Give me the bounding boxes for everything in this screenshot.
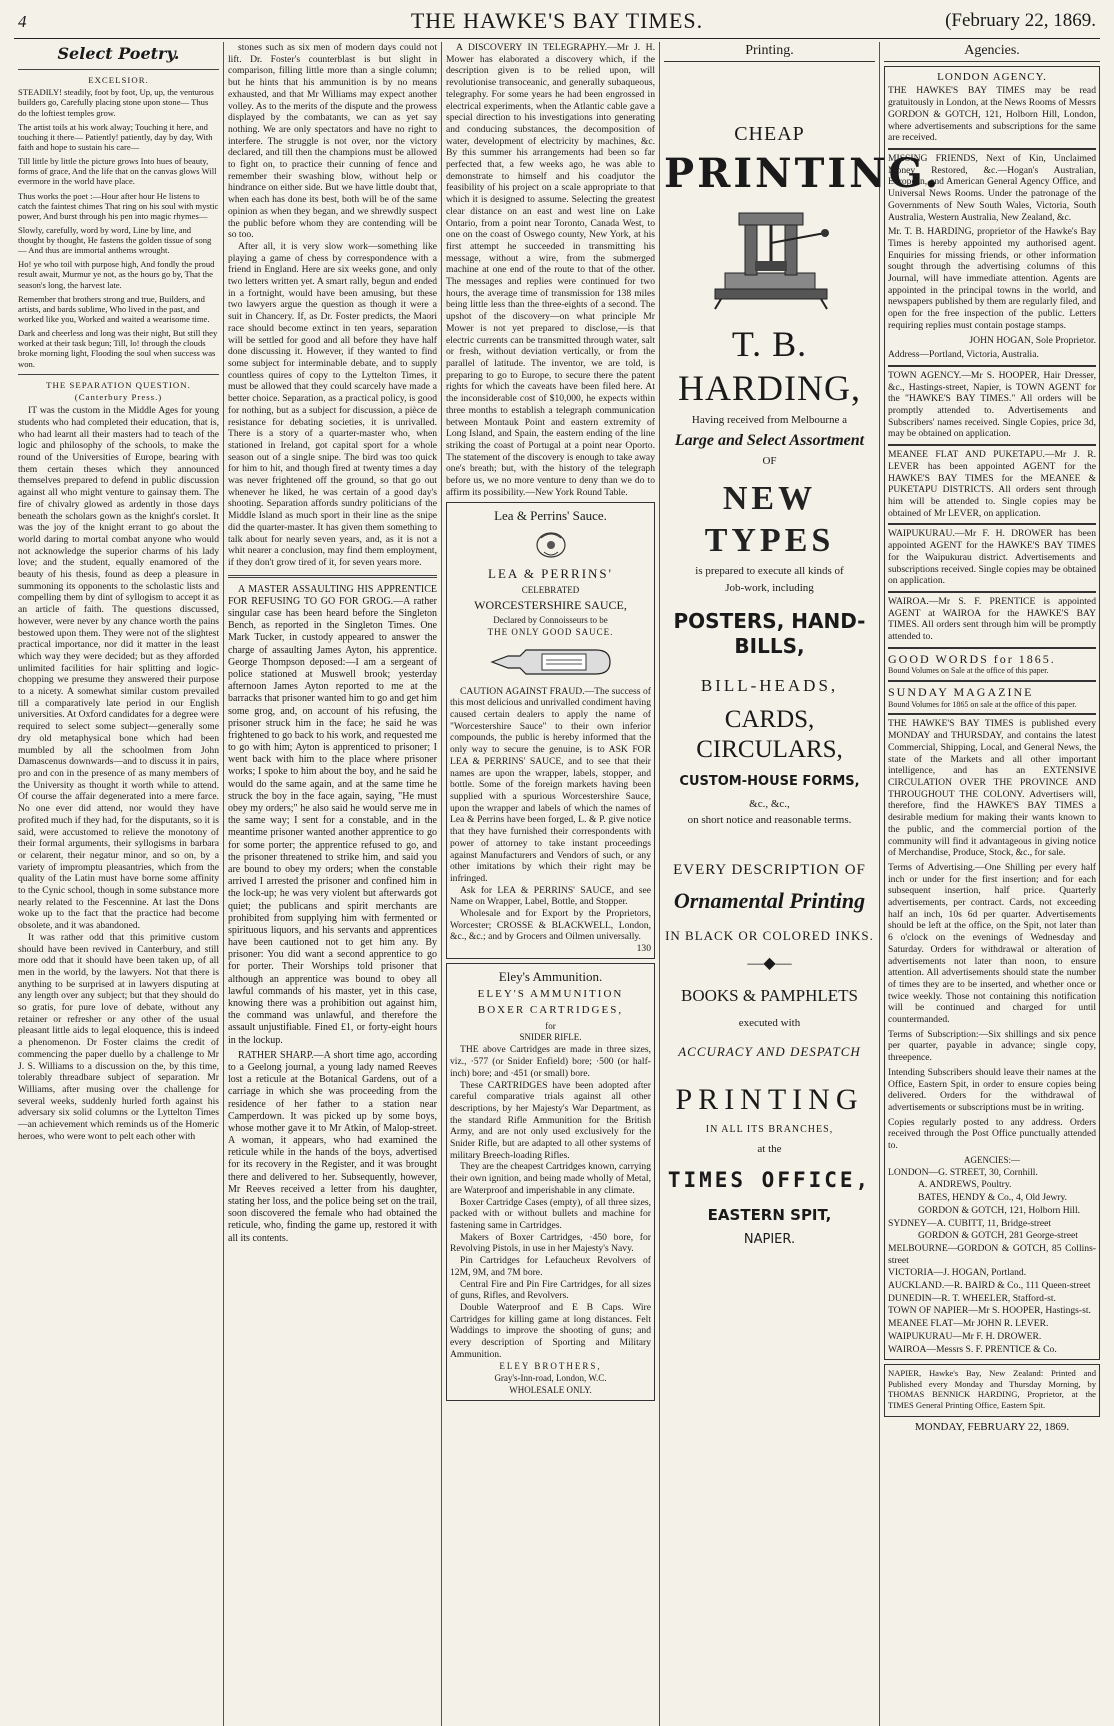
ad-line: Declared by Connoisseurs to be: [493, 614, 608, 625]
ad-text: Mr. T. B. HARDING, proprietor of the Hawke's Bay Times is hereby appointed my authorised agent. Enquiries for missing friends, or other information sought through the advertising columns of this Journal, will have immediate attention. Agents are appointed in the principal towns in the world, and newspapers published by them are regularly filed, and open for the free inspection of the public. Letters requiring replies must contain postage stamps.: [888, 226, 1096, 331]
poem-stanza: Ho! ye who toil with purpose high, And fondly the proud result await, Murmur ye not, as the hours go by, That the season's long, the harvest late.: [18, 259, 215, 290]
list-item: AUCKLAND.—R. BAIRD & Co., 111 Queen-street: [888, 1280, 1091, 1292]
ad-heading: Eley's Ammunition.: [498, 968, 603, 984]
ad-text: Terms of Advertising.—One Shilling per every half inch or under for the first insertion; and for each subsequent insertion, half price. Quarterly advertisements, per contract. Cards, not exceeding half an inch, 10s 6d per quarter. Advertisements should be left at the office, on the Spit, not later than 6 o'clock on the evenings of Wednesday and Saturday. Orders for withdrawal or alteration of advertisements not later than noon, to ensure attention. All advertisements should state the number of times they are to be inserted, and whether once or twice weekly. Those not containing this notification will be continued and charged for until countermanded.: [888, 861, 1096, 1026]
ad-line: ELEY'S AMMUNITION: [477, 987, 624, 1000]
ad-text: Terms of Subscription:—Six shillings and six pence per quarter, payable in advance; single copy, threepence.: [888, 1028, 1096, 1064]
ad-text: MISSING FRIENDS, Next of Kin, Unclaimed Money Restored, &c.—Hogan's Australian, European, and American General Agency Office, and Universal News Rooms. Under the patronage of the Governments of New South Wales, Victoria, South Australia, Western Australia, New Zealand, &c.: [888, 148, 1096, 223]
london-agency: [884, 66, 1100, 1360]
ad-title: GOOD WORDS for 1865.: [888, 651, 1056, 666]
list-item: WAIPUKURAU—Mr F. H. DROWER.: [888, 1330, 1042, 1342]
page-number: 4: [18, 12, 27, 31]
ad-text: Bound Volumes on Sale at the office of this paper.: [888, 666, 1049, 676]
ad-heading: LONDON AGENCY.: [937, 71, 1047, 84]
good-words-ad: [888, 647, 1096, 676]
ad-line: WHOLESALE ONLY.: [509, 1385, 592, 1396]
ad-brand: LEA & PERRINS': [488, 566, 613, 582]
poem-stanza: STEADILY! steadily, foot by foot, Up, up, the venturous builders go, Carefully placing stone upon stone— Thus do the loftiest temples grow.: [18, 87, 214, 118]
crest-icon: [450, 528, 651, 562]
poetry-heading: Select Poetry.: [57, 44, 180, 63]
ad-text: WAIPUKURAU.—Mr F. H. DROWER has been appointed AGENT for the HAWKE'S BAY TIMES for the Waipukurau district. Advertisements and subscriptions received. Single copies may be obtained on application.: [888, 523, 1096, 587]
article-title: A MASTER ASSAULTING HIS APPRENTICE FOR REFUSING TO GO FOR GROG.: [228, 583, 437, 607]
list-item: SYDNEY—A. CUBITT, 11, Bridge-street: [888, 1217, 1052, 1229]
agencies-title: AGENCIES:—: [964, 1154, 1020, 1165]
list-item: BATES, HENDY & Co., 4, Old Jewry.: [918, 1192, 1068, 1204]
ad-line: CARDS, CIRCULARS,: [696, 705, 843, 764]
ad-line: Ornamental Printing: [673, 887, 866, 913]
ad-text: Boxer Cartridge Cases (empty), of all three sizes, packed with or without bullets and machine for fastening same in Cartridges.: [450, 1196, 651, 1231]
list-item: DUNEDIN—R. T. WHEELER, Stafford-st.: [888, 1292, 1056, 1304]
ad-line: ELEY BROTHERS,: [499, 1361, 602, 1372]
article-body: —Mr J. H. Mower has elaborated a discovery which, if the description given is to be relied upon, will revolutionise transoceanic, and generally subaqueous, telegraphy. For some years he had been engrossed in electrical experiments, when the Atlantic cable gave a special direction to his investigations into generating and conducing substances, the decomposition of water, development of electricity by machines, &c. By this summer his arrangements had been so far perfected that, a few weeks ago, he was able to demonstrate to himself and his coadjutor the feasibility of his project on a scale appropriate to that which it is designed to assume. Selecting the greatest clear distance on an east and west line on Lake Ontario, from a point near Toronto, Canada West, to one on the coast of Oswego county, New York, at his first attempt he succeeded in transmitting his message, without a wire, from the submerged machine at one end of the route to that of the other. The messages and replies were continued for two hours, the average time of transmission for 138 miles being little less than the three-eights of a second. The upshot of the discovery—on what principle Mr Mower is not yet prepared to disclose,—is that electric currents can be transmitted through water, salt or fresh, without deviation vertically, or from the parallel of latitude. The inventor, we are told, is preparing to go to Europe, to secure there the patent rights for which the caveats have been filed here. At the inconsiderable cost of $10,000, he expects within three months to establish a telegraph communication between Montauk Point and eastern extremity of Long Island, and Spain, the eastern ending of the line striking the coast of Portugal at a point near Oporto. The statement of the discovery is enough to take away one's breath; but, with the history of the telegraph before us, we no more venture to deny than we do to affirm its possibility.—New York Round Table.: [446, 42, 656, 498]
ad-line: THE ONLY GOOD SAUCE.: [487, 626, 614, 637]
masthead: [14, 4, 1100, 39]
poem: [18, 87, 219, 369]
poem-stanza: Thus works the poet :—Hour after hour He listens to catch the faintest chimes That ring on his soul with mystic power, And burst through his pen into magic rhymes—: [18, 190, 219, 221]
divider: [18, 69, 219, 70]
article-body: —A rather singular case has been heard before the Singleton Bench, as reported in the Singleton Times. One Mark Tucker, in custody appeared to answer the charge of assaulting James Ayton, his apprentice. George Thompson deposed:—I am a sergeant of police stationed at Muswell brook; yesterday afternoon James Ayton reported to me at the barracks that prisoner wanted him to go and get him some grog, and, on account of his refusing, the prisoner struck him in the face; he said he was frightened to go back to his work, and requested me to go with him; Ayton is apprenticed to prisoner; I went back with him to the place where prisoner works; I spoke to him about the boy, and he said he would do the same again, and at the same time he struck the boy in the face again, saying, "He must obey my orders;" he also said he would serve me in the same way; I sent for a constable, and in the meantime prisoner wanted another apprentice to go for some porter; the apprentice refused to go, and the prisoner threatened to strike him, and said you are bound to obey my orders; when the constable arrived I arrested the prisoner and confined him in the lock-up; he was very violent but afterwards got quiet; the publicans and spirit merchants are prohibited from supplying him with fermented or spirituous liquors, and his servants and apprentices have been cautioned not to get him any. By prisoner: You did want a second apprentice to go for porter. Their Worships told prisoner that although an apprentice was bound to obey all lawful commands of his master, yet in this case, knowing there was a prohibition out against him, the command was unlawful, and therefore the assault unjustifiable. Fined £1, or forty-eight hours in the lockup.: [228, 595, 437, 1046]
column-heading: Agencies.: [884, 42, 1100, 62]
poem-title: EXCELSIOR.: [88, 74, 149, 85]
ad-text: CAUTION AGAINST FRAUD.—The success of this most delicious and unrivalled condiment having caused certain dealers to apply the name of "Worcestershire Sauce" to their own inferior compounds, the public is hereby informed that the only way to secure the genuine, is to ASK FOR LEA & PERRINS' SAUCE, and to see that their names are upon the wrapper, labels, stopper, and bottle. Some of the foreign markets having been supplied with a spurious Worcestershire Sauce, upon the wrapper and labels of which the names of Lea & Perrins have been forged, L. & P. give notice that they have furnished their correspondents with power of attorney to take instant proceedings against Manufacturers and Vendors of such, or any other imitations by which their right may be infringed.: [450, 685, 651, 884]
ad-printing: PRINTING.: [664, 150, 942, 198]
list-item: VICTORIA—J. HOGAN, Portland.: [888, 1267, 1027, 1279]
ad-line: SNIDER RIFLE.: [519, 1032, 582, 1043]
ad-line: BOOKS & PAMPHLETS: [681, 985, 858, 1005]
ad-line: Having received from Melbourne a: [691, 414, 848, 427]
ad-text: Address—Portland, Victoria, Australia.: [888, 349, 1039, 361]
ad-line: NAPIER.: [743, 1231, 796, 1247]
ad-text: Central Fire and Pin Fire Cartridges, for all sizes of guns, Rifles, and Revolvers.: [450, 1278, 651, 1302]
footer-date: MONDAY, FEBRUARY 22, 1869.: [914, 1421, 1070, 1434]
article-title: THE SEPARATION QUESTION.: [46, 379, 191, 390]
ad-product: WORCESTERSHIRE SAUCE,: [474, 598, 627, 613]
ad-text: These CARTRIDGES have been adopted after careful comparative trials against all other descriptions, by her Majesty's War Department, as the standard Rifle Ammunition for the British Army, and are not only used exclusively for the Snider Rifle, but are adapted to all other systems of military Breech-loading Rifles.: [450, 1079, 651, 1161]
article-paragraph: stones such as six men of modern days could not lift. Dr. Foster's counterblast is but slight in comparison, filling little more than a single column; but he hints that his ammunition is by no means exhausted, and that Mr Williams may expect another volley. As to the merits of the dispute and the prowess displayed by the combatants, we can as yet say nothing. We are only spectators and have no right to interfere. The struggle is not over, nor the victory declared, and till then the champions must be allowed to fight on, to practice their cunning of fence and remember their swashing blow, without help or hindrance on either side. But we have little doubt that, when each has done its best, both will be of the same opinion as when they began, and we shrewdly suspect the public before whom they are contending will be so too.: [228, 42, 437, 241]
ad-line: EASTERN SPIT,: [707, 1205, 832, 1224]
ad-text: Copies regularly posted to any address. Orders received through the Post Office punctually attended to.: [888, 1116, 1096, 1152]
ad-text: Double Waterproof and E B Caps. Wire Cartridges for killing game at long distances. Felt Waddings to improve the shooting of guns; and every description of Sporting and Military Ammunition.: [450, 1301, 651, 1360]
list-item: MELBOURNE—GORDON & GOTCH, 85 Collins-street: [888, 1242, 1096, 1266]
article-paragraph: IT was the custom in the Middle Ages for young students who had completed their education, that is, who had learnt all their masters had to teach of the logic and philosophy of the schools, to make the round of the Universities of Europe, bearing with them certain theses which they announced themselves prepared to defend in public discussion against all who might venture to gainsay them. The fire of chivalry glowed as ardently in those days beneath the scholars gown as the knight's corslet. It was the joy of the knight errant to go about the world daring to mortal combat anyone who would not acknowledge the superior charms of his lady love; and the student, equally enamored of the beauty of his thesis, found as deep a pleasure in summoning its opponents to the scholastic lists and compelling them by dint of syllogism to accept it as an article of faith. The questions discussed, however, were never by any chance worth the pains bestowed upon them. They were not of the slightest practical importance, nor did it matter in the least which way they were decided; but as they afforded unlimited facilities for hair splitting and logic-chopping we presume they answered their purpose to a nicety. A somewhat similar custom prevailed till a comparatively late period in our English universities. At Oxford candidates for a degree were required to select some subject—generally some dry old metaphysical bone which had been mumbled by all the schoolmen from John Damascenus downwards—and to discuss it in pairs, pro and con in the presence of as many members of the University as thought it worth while to attend. Of course the affair degenerated into a mere farce. No one ever did attend, nor would they have profited much if they had, for the disputants, so it is said, were accustomed to relieve the monotony of their formal arguments, their syllogisms in barbara or celarent, their negatur minor, and so on, by a variety of impromptu pleasantries, which from the quality of the Latin must have borne some affinity to the Cynic school, though in some substance more nearly related to the Fescennine. At last the Dons woke up to the fact that the practice had become obsolete, and it was abandoned.: [18, 405, 219, 932]
divider: [228, 575, 437, 578]
ad-text: Pin Cartridges for Lefaucheux Revolvers of 12M, 9M, and 7M bore.: [450, 1255, 651, 1278]
ad-heading: Lea & Perrins' Sauce.: [494, 508, 607, 524]
bottle-icon: [450, 642, 651, 682]
ad-line: at the: [757, 1142, 782, 1155]
ad-text: TOWN AGENCY.—Mr S. HOOPER, Hair Dresser, &c., Hastings-street, Napier, is TOWN AGENT for the "HAWKE'S BAY TIMES." All orders will be promptly attended to. Advertisements and Subscribers' names received. Single Copies, price 3d, may be obtained on application.: [888, 365, 1096, 440]
article-apprentice: [228, 584, 437, 1047]
ad-signature: JOHN HOGAN, Sole Proprietor.: [969, 334, 1096, 346]
list-item: LONDON—G. STREET, 30, Cornhill.: [888, 1166, 1038, 1178]
ornament-divider-icon: —◆—: [747, 955, 792, 973]
ad-line: CUSTOM-HOUSE FORMS,: [679, 773, 860, 789]
ad-line: TIMES OFFICE,: [667, 1168, 872, 1193]
ad-line: CHEAP: [734, 123, 805, 146]
poem-stanza: Till little by little the picture grows Into hues of beauty, forms of grace, And the life that on the canvas glows Will evermore in the world have place.: [18, 156, 217, 187]
ad-line: CELEBRATED: [521, 585, 580, 596]
ad-text: Wholesale and for Export by the Proprietors, Worcester; CROSSE & BLACKWELL, London, &c., &c.; and by Grocers and Oilmen universally.: [450, 908, 651, 943]
article-title: RATHER SHARP.: [238, 1049, 314, 1061]
ad-line: IN BLACK OR COLORED INKS.: [665, 928, 874, 944]
list-item: TOWN OF NAPIER—Mr S. HOOPER, Hastings-st.: [888, 1305, 1091, 1317]
list-item: GORDON & GOTCH, 121, Holborn Hill.: [918, 1204, 1081, 1216]
ad-line: BOXER CARTRIDGES,: [477, 1004, 624, 1017]
ad-line: ACCURACY AND DESPATCH: [678, 1043, 861, 1059]
ad-line: EVERY DESCRIPTION OF: [673, 862, 866, 879]
ad-new-types: NEW TYPES: [704, 480, 835, 559]
ad-text: WAIROA.—Mr S. F. PRENTICE is appointed AGENT at WAIROA for the HAWKE'S BAY TIMES. All orders sent through him will be promptly attended to.: [888, 591, 1096, 643]
ad-line: Gray's-Inn-road, London, W.C.: [494, 1373, 607, 1384]
ad-line: &c., &c.,: [749, 797, 790, 810]
article-telegraphy: [446, 42, 655, 498]
ad-ref: 130: [636, 943, 651, 955]
ad-text: Ask for LEA & PERRINS' SAUCE, and see Name on Wrapper, Label, Bottle, and Stopper.: [450, 884, 651, 908]
lea-perrins-ad: [446, 502, 655, 958]
ad-line: for: [545, 1020, 556, 1031]
ad-text: THE HAWKE'S BAY TIMES may be read gratuitously in London, at the News Rooms of Messrs GORDON & GOTCH, 121, Holborn Hill, London, where advertisements and subscriptions for the same are received.: [888, 85, 1096, 144]
poem-stanza: Slowly, carefully, word by word, Line by line, and thought by thought, He fastens the golden tissue of song— And thus are immortal anthems wrought.: [18, 224, 212, 256]
ad-line: on short notice and reasonable terms.: [687, 813, 852, 826]
article-title: A DISCOVERY IN TELEGRAPHY.: [456, 42, 608, 53]
ad-line: BILL-HEADS,: [700, 675, 839, 695]
ad-line: executed with: [738, 1016, 801, 1029]
ad-text: Bound Volumes for 1865 on sale at the office of this paper.: [888, 699, 1077, 709]
ad-title: SUNDAY MAGAZINE: [888, 685, 1034, 700]
article-paragraph: After all, it is very slow work—something like playing a game of chess by correspondence with a friend in England. Here are six weeks gone, and only two letters written yet. A smart rally, begun and ended in a fortnight, would have been amusing, but these two lawyers argue the question as though it were a suit in Chancery. If, as Dr. Foster predicts, the Maori race should become extinct in ten years, separation will be settled for good and all before they have half done discussing it. However, if they wanted to find some subject for interminable debate, and to supply countless quires of copy to the Lyttelton Times, it must be allowed that they could scarcely have made a better choice. Separation, as a practical policy, is good for nothing, but as a subject for discussion, a pièce de resistance for debating societies, it is unrivalled. There is a story of a quarter-master who, when stationed in Ireland, got capital sport for a whole season out of a single snipe. The bird was too quick for him to hit, and though fired at twenty times a day was never frightened off the ground, so that go out whenever he liked, he was certain of a good day's shooting. Separation affords sundry politicians of the Middle Island as much sport in their line as the snipe did the quarter-master. It has given them something to talk about for nearly seven years, and, as it is not a whit nearer a conclusion, may find them employment, if they don't grow tired of it, for seven years more.: [228, 240, 437, 568]
ad-text: MEANEE FLAT AND PUKETAPU.—Mr J. R. LEVER has been appointed AGENT for the HAWKE'S BAY TIMES for the MEANEE & PUKETAPU DISTRICTS. All orders sent through him will be attended to. Single copies may be obtained of Mr LEVER, on application.: [888, 444, 1096, 519]
list-item: A. ANDREWS, Poultry.: [918, 1179, 1012, 1191]
ad-line: Job-work, including: [725, 581, 814, 594]
ad-name: T. B. HARDING,: [678, 324, 861, 409]
article-paragraph: It was rather odd that this primitive custom should have been revived in Canterbury, and still more odd that it should have been taken up, of all men in the world, by the lawyers. Not that there is anything to be surprised at in lawyers disputing at any length over any subject; but that they should do so gratis, for pure love of debate, without any retainer or refresher or any other of the usual pleasant little aids to legal eloquence, this is indeed a phenomenon. Dr Foster claims the credit of commencing the paper duello by a challenge to Mr J. S. Williams to a discussion on the, by this time, tolerably threadbare subject of separation. Mr Williams, after musing over the challenge for several weeks, suddenly hurled forth against his adversary six solid columns or the Lyttelton Times—an achievement which reminds us of the Homeric heroes, who were wont to pelt each other with: [18, 931, 219, 1142]
divider: [18, 374, 219, 375]
list-item: WAIROA—Messrs S. F. PRENTICE & Co.: [888, 1343, 1057, 1355]
list-item: MEANEE FLAT—Mr JOHN R. LEVER.: [888, 1318, 1049, 1330]
ad-text: THE above Cartridges are made in three sizes, viz., ·577 (or Snider Enfield) bore; ·500 (or half-inch) bore; and ·451 (or small) bore.: [450, 1044, 651, 1079]
ad-text: Makers of Boxer Cartridges, ·450 bore, for Revolving Pistols, in use in her Majesty's Navy.: [450, 1231, 651, 1255]
ad-line: is prepared to execute all kinds of: [695, 565, 844, 578]
column-4-printing-ad: [660, 42, 942, 1726]
imprint: [884, 1364, 1100, 1417]
article-body: —A short time ago, according to a Geelong journal, a young lady named Reeves lost a reticule at the Botanical Gardens, out of a carriage in which she was proceeding from the residence of her father to a station near Camperdown. It was picked up by some boys, whose mother gave it to Mr Atkin, of Malop-street. A woman, it appears, who had examined the reticule while in the hands of the boys, advertised for its recovery in the Register, and it was brought there and delivered to her. Subsequently, however, Mr Reeves received a letter from his daughter, stating her loss, and the police being set on the trail, soon discovered the female who had obtained the reticule, who, finding the game up, restored it with all its contents.: [228, 1049, 437, 1244]
column-2: [224, 42, 442, 1726]
poem-stanza: Remember that brothers strong and true, Builders, and artists, and bards sublime, Who lived in the past, and worked like you, Worked and waited a wearisome time.: [18, 293, 210, 325]
newspaper-title: THE HAWKE'S BAY TIMES.: [410, 8, 704, 33]
ad-text: Intending Subscribers should leave their names at the Office, Eastern Spit, in order to ensure copies being delivered. Orders for the withdrawal of advertisements or subscriptions must be in writing.: [888, 1066, 1096, 1113]
ad-line: PRINTING: [675, 1082, 864, 1116]
ad-line: Large and Select Assortment: [674, 432, 865, 450]
issue-date: (February 22, 1869.: [945, 10, 1096, 31]
column-1: [14, 42, 224, 1726]
ad-line: IN ALL ITS BRANCHES,: [705, 1124, 834, 1136]
printing-press-icon: [664, 203, 875, 313]
article-rather-sharp: [228, 1050, 437, 1245]
imprint-text: NAPIER, Hawke's Bay, New Zealand: Printed and Published every Monday and Thursday Morning, by THOMAS BENNICK HARDING, Proprietor, at the TIMES General Printing Office, Eastern Spit.: [888, 1368, 1096, 1410]
ad-line: POSTERS, HAND-BILLS,: [673, 609, 866, 658]
column-heading: Printing.: [664, 42, 875, 62]
sunday-magazine-ad: [888, 680, 1096, 709]
column-5-agencies: [880, 42, 1104, 1726]
ad-text: THE HAWKE'S BAY TIMES is published every MONDAY and THURSDAY, and contains the latest Commercial, Shipping, Local, and General News, the state of the Markets and all other important intelligence, and has an EXTENSIVE CIRCULATION OVER THE PROVINCE AND THROUGHOUT THE COLONY. Advertisers will, therefore, find the HAWKE'S BAY TIMES a desirable medium for making their wants known to the public, and the commercial portion of the community will find it advantageous in giving notice of Merchandise, Produce, Stock, &c., for sale.: [888, 713, 1096, 858]
poem-stanza: The artist toils at his work alway; Touching it here, and touching it there— Patiently! patiently, day by day, With faith and hope to sustain his care—: [18, 121, 213, 152]
ad-text: They are the cheapest Cartridges known, carrying their own ignition, and being made wholly of Metal, are Waterproof and imperishable in any climate.: [450, 1161, 651, 1196]
ad-line: OF: [762, 455, 777, 467]
agent-list: [888, 1167, 1096, 1356]
eley-ad: [446, 963, 655, 1402]
column-3: [442, 42, 660, 1726]
article-source: (Canterbury Press.): [74, 392, 163, 403]
poem-stanza: Dark and cheerless and long was their night, But still they worked at their task begun; Till, lo! through the clouds broke morning light, Flooding the soul when success was won.: [18, 328, 218, 369]
list-item: GORDON & GOTCH, 281 George-street: [918, 1230, 1078, 1242]
